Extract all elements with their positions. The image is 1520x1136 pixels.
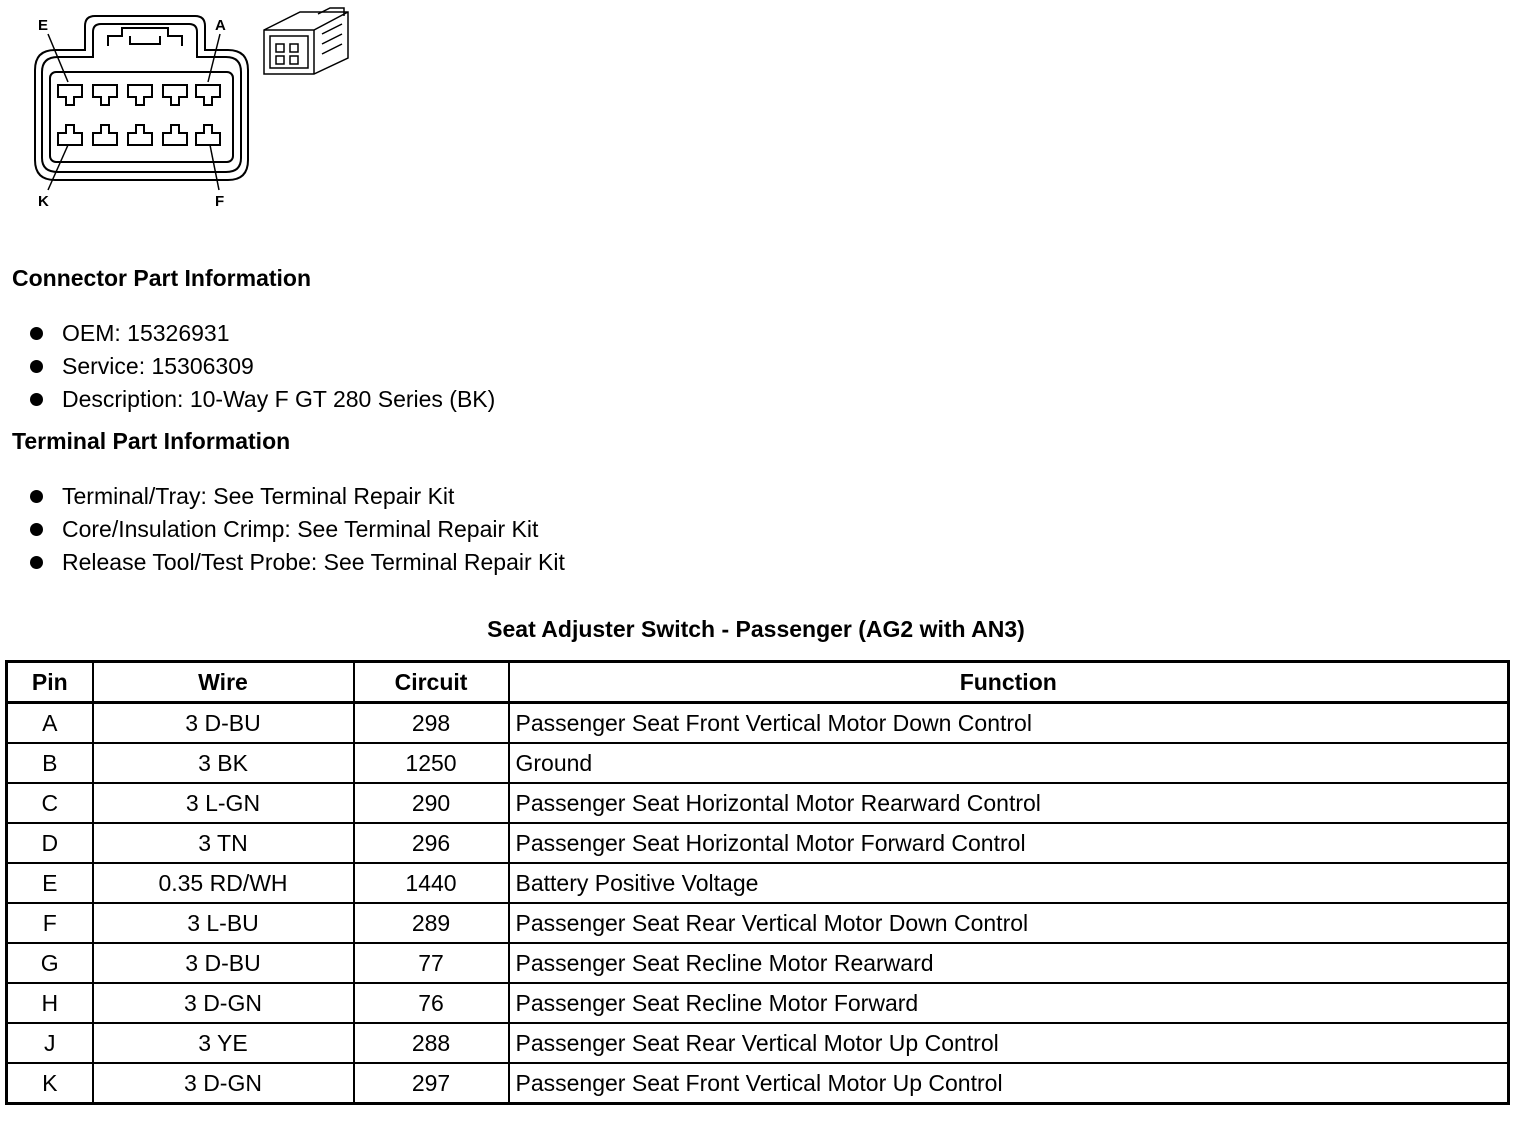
cell-function: Passenger Seat Recline Motor Forward bbox=[509, 983, 1509, 1023]
pin-table bbox=[5, 660, 1510, 1105]
cell-wire: 3 TN bbox=[93, 823, 354, 863]
terminal-cavity-bottom bbox=[93, 125, 117, 145]
cell-pin: A bbox=[7, 703, 93, 744]
connector-3d-thumbnail bbox=[264, 8, 348, 74]
cell-function: Battery Positive Voltage bbox=[509, 863, 1509, 903]
cell-wire: 3 YE bbox=[93, 1023, 354, 1063]
header-wire: Wire bbox=[93, 662, 354, 703]
cell-wire: 3 D-BU bbox=[93, 703, 354, 744]
cell-circuit: 288 bbox=[354, 1023, 509, 1063]
list-item bbox=[30, 350, 495, 383]
table-row bbox=[7, 903, 1509, 943]
table-row bbox=[7, 1023, 1509, 1063]
terminal-cavity-top bbox=[93, 85, 117, 105]
cell-pin: K bbox=[7, 1063, 93, 1104]
connector-info-list bbox=[30, 317, 495, 416]
cell-wire: 3 BK bbox=[93, 743, 354, 783]
cell-function: Ground bbox=[509, 743, 1509, 783]
cell-function: Passenger Seat Rear Vertical Motor Down Control bbox=[509, 903, 1509, 943]
list-item bbox=[30, 480, 565, 513]
terminal-info-tray: Terminal/Tray: See Terminal Repair Kit bbox=[62, 483, 455, 509]
pin-label-f: F bbox=[215, 193, 225, 210]
bullet-icon bbox=[30, 490, 43, 503]
bullet-icon bbox=[30, 393, 43, 406]
pin-label-e: E bbox=[38, 17, 49, 34]
cell-circuit: 1250 bbox=[354, 743, 509, 783]
connector-info-title: Connector Part Information bbox=[12, 265, 312, 291]
connector-latch-inner bbox=[130, 36, 160, 44]
terminal-cavity-bottom bbox=[163, 125, 187, 145]
terminal-cavity-bottom bbox=[58, 125, 82, 145]
cell-pin: D bbox=[7, 823, 93, 863]
table-row bbox=[7, 743, 1509, 783]
terminal-cavity-bottom bbox=[128, 125, 152, 145]
terminal-cavity-top bbox=[128, 85, 152, 105]
pin-label-a: A bbox=[215, 17, 226, 34]
table-row bbox=[7, 1063, 1509, 1104]
cell-pin: E bbox=[7, 863, 93, 903]
cell-wire: 3 D-GN bbox=[93, 1063, 354, 1104]
table-row bbox=[7, 703, 1509, 744]
list-item bbox=[30, 513, 565, 546]
bullet-icon bbox=[30, 360, 43, 373]
terminal-cavity-top bbox=[58, 85, 82, 105]
cell-wire: 0.35 RD/WH bbox=[93, 863, 354, 903]
leader-line-f bbox=[210, 145, 219, 190]
terminal-cavity-top bbox=[196, 85, 220, 105]
header-circuit: Circuit bbox=[354, 662, 509, 703]
cell-circuit: 290 bbox=[354, 783, 509, 823]
cell-pin: G bbox=[7, 943, 93, 983]
cell-wire: 3 D-GN bbox=[93, 983, 354, 1023]
cell-pin: B bbox=[7, 743, 93, 783]
cell-pin: J bbox=[7, 1023, 93, 1063]
cell-function: Passenger Seat Front Vertical Motor Up Control bbox=[509, 1063, 1509, 1104]
terminal-info-crimp: Core/Insulation Crimp: See Terminal Repair Kit bbox=[62, 516, 539, 542]
bullet-icon bbox=[30, 556, 43, 569]
cell-circuit: 77 bbox=[354, 943, 509, 983]
cell-function: Passenger Seat Recline Motor Rearward bbox=[509, 943, 1509, 983]
table-row bbox=[7, 783, 1509, 823]
table-title: Seat Adjuster Switch - Passenger (AG2 with AN3) bbox=[487, 616, 1025, 642]
table-row bbox=[7, 943, 1509, 983]
header-function: Function bbox=[509, 662, 1509, 703]
terminal-cavity-top bbox=[163, 85, 187, 105]
cell-circuit: 298 bbox=[354, 703, 509, 744]
bullet-icon bbox=[30, 523, 43, 536]
table-row bbox=[7, 983, 1509, 1023]
cell-wire: 3 D-BU bbox=[93, 943, 354, 983]
list-item bbox=[30, 317, 495, 350]
cell-function: Passenger Seat Rear Vertical Motor Up Control bbox=[509, 1023, 1509, 1063]
pin-label-k: K bbox=[38, 193, 49, 210]
cell-function: Passenger Seat Front Vertical Motor Down Control bbox=[509, 703, 1509, 744]
cell-wire: 3 L-BU bbox=[93, 903, 354, 943]
table-row bbox=[7, 823, 1509, 863]
cell-pin: F bbox=[7, 903, 93, 943]
terminal-info-tool: Release Tool/Test Probe: See Terminal Repair Kit bbox=[62, 549, 565, 575]
cell-circuit: 1440 bbox=[354, 863, 509, 903]
cell-function: Passenger Seat Horizontal Motor Forward Control bbox=[509, 823, 1509, 863]
cell-pin: C bbox=[7, 783, 93, 823]
table-row bbox=[7, 863, 1509, 903]
connector-diagram bbox=[0, 0, 370, 215]
cell-wire: 3 L-GN bbox=[93, 783, 354, 823]
bullet-icon bbox=[30, 327, 43, 340]
terminal-info-title: Terminal Part Information bbox=[12, 428, 291, 454]
connector-info-service: Service: 15306309 bbox=[62, 353, 254, 379]
cell-circuit: 76 bbox=[354, 983, 509, 1023]
list-item bbox=[30, 383, 495, 416]
cell-function: Passenger Seat Horizontal Motor Rearward Control bbox=[509, 783, 1509, 823]
connector-info-description: Description: 10-Way F GT 280 Series (BK) bbox=[62, 386, 496, 412]
connector-info-oem: OEM: 15326931 bbox=[62, 320, 230, 346]
terminal-cavity-bottom bbox=[196, 125, 220, 145]
table-header-row bbox=[7, 662, 1509, 703]
cell-circuit: 289 bbox=[354, 903, 509, 943]
cell-pin: H bbox=[7, 983, 93, 1023]
terminal-info-list bbox=[30, 480, 565, 579]
cell-circuit: 297 bbox=[354, 1063, 509, 1104]
header-pin: Pin bbox=[7, 662, 93, 703]
cell-circuit: 296 bbox=[354, 823, 509, 863]
list-item bbox=[30, 546, 565, 579]
